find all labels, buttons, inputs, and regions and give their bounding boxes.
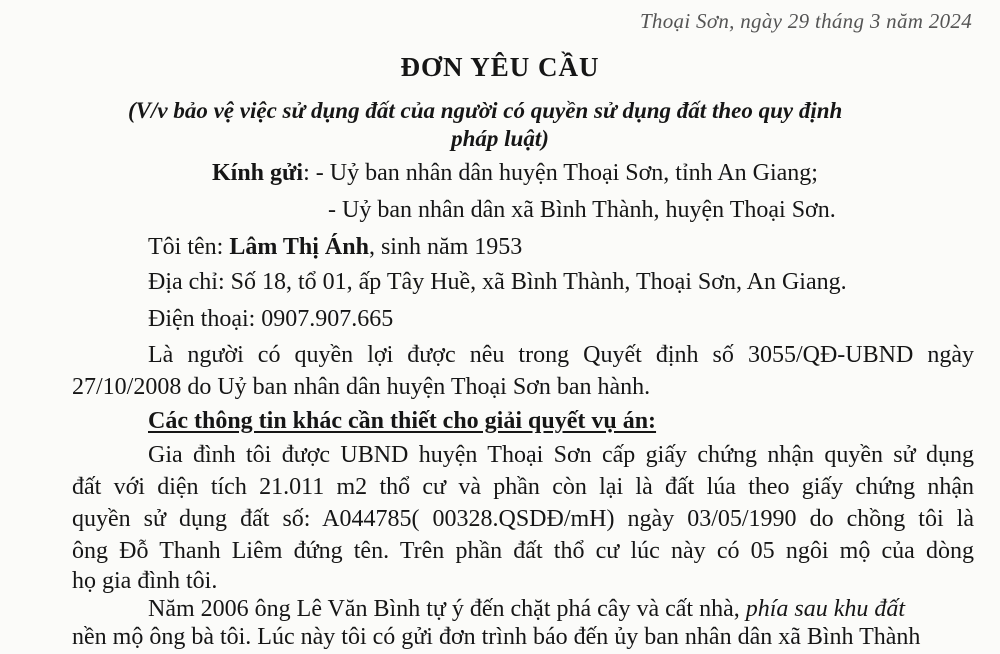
- paragraph-1-line-5: họ gia đình tôi.: [72, 568, 218, 594]
- rights-line-1: Là người có quyền lợi được nêu trong Quyết định số 3055/QĐ-UBND ngày: [148, 342, 974, 368]
- date-line: Thoại Sơn, ngày 29 tháng 3 năm 2024: [639, 9, 972, 33]
- recipients-line-1: [212, 158, 818, 188]
- document-subtitle-line-2: pháp luật): [451, 126, 549, 151]
- applicant-phone: Điện thoại: 0907.907.665: [148, 306, 394, 332]
- applicant-name: Lâm Thị Ánh: [229, 234, 369, 260]
- paragraph-2-text: Năm 2006 ông Lê Văn Bình tự ý đến chặt phá cây và cất nhà,: [148, 596, 746, 622]
- paragraph-1-line-3: quyền sử dụng đất số: A044785( 00328.QSDĐ/mH) ngày 03/05/1990 do chồng tôi là: [72, 506, 974, 532]
- recipient-2: - Uỷ ban nhân dân xã Bình Thành, huyện Thoại Sơn.: [328, 197, 836, 223]
- document-title: ĐƠN YÊU CẦU: [400, 52, 600, 82]
- recipient-1: : - Uỷ ban nhân dân huyện Thoại Sơn, tỉnh An Giang;: [303, 160, 818, 186]
- applicant-birth: , sinh năm 1953: [368, 234, 523, 260]
- section-heading: Các thông tin khác cần thiết cho giải quyết vụ án:: [148, 408, 657, 434]
- paragraph-2-line-1: [148, 594, 905, 624]
- applicant-address: Địa chỉ: Số 18, tổ 01, ấp Tây Huề, xã Bình Thành, Thoại Sơn, An Giang.: [148, 269, 847, 295]
- paragraph-2-italic: phía sau khu đất: [745, 596, 906, 622]
- paragraph-2-line-2: nền mộ ông bà tôi. Lúc này tôi có gửi đơn trình báo đến ủy ban nhân dân xã Bình Thành: [72, 624, 921, 650]
- document-subtitle-line-1: (V/v bảo vệ việc sử dụng đất của người có quyền sử dụng đất theo quy định: [128, 98, 843, 123]
- paragraph-1-line-2: đất với diện tích 21.011 m2 thổ cư và phần còn lại là đất lúa theo giấy chứng nhận: [72, 474, 974, 500]
- rights-line-2: 27/10/2008 do Uỷ ban nhân dân huyện Thoại Sơn ban hành.: [72, 374, 651, 400]
- name-label: Tôi tên:: [148, 234, 230, 260]
- recipients-label: Kính gửi: [212, 160, 304, 186]
- paragraph-1-line-1: Gia đình tôi được UBND huyện Thoại Sơn cấp giấy chứng nhận quyền sử dụng: [148, 442, 974, 468]
- applicant-name-line: [148, 232, 522, 262]
- paragraph-1-line-4: ông Đỗ Thanh Liêm đứng tên. Trên phần đất thổ cư lúc này có 05 ngôi mộ của dòng: [72, 538, 974, 564]
